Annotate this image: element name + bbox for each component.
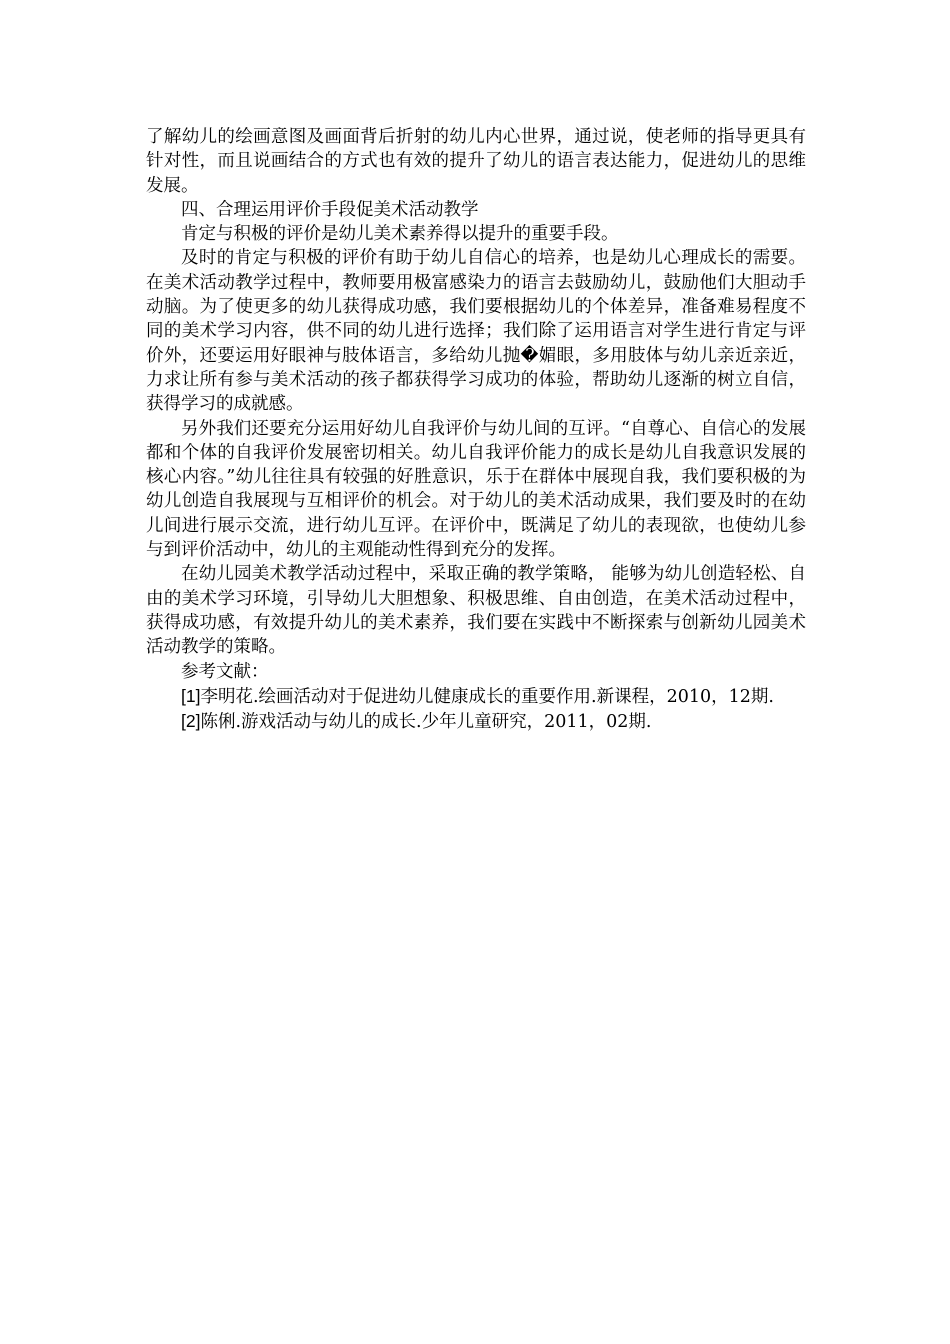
reference-item-1 (146, 684, 806, 709)
paragraph-conclusion: 在幼儿园美术教学活动过程中，采取正确的教学策略， 能够为幼儿创造轻松、自由的美术学习环境，引导幼儿大胆想象、积极思维、自由创造，在美术活动过程中，获得成功感，有效提升幼儿的美术素养，我们要在实践中不断探索与创新幼儿园美术活动教学的策略。 (146, 564, 806, 658)
reference-item-2 (146, 709, 806, 734)
paragraph-body-2: 另外我们还要充分运用好幼儿自我评价与幼儿间的互评。“自尊心、自信心的发展都和个体的自我评价发展密切相关。幼儿自我评价能力的成长是幼儿自我意识发展的核心内容。”幼儿往往具有较强的好胜意识，乐于在群体中展现自我，我们要积极的为幼儿创造自我展现与互相评价的机会。对于幼儿的美术活动成果，我们要及时的在幼儿间进行展示交流，进行幼儿互评。在评价中，既满足了幼儿的表现欲，也使幼儿参与到评价活动中，幼儿的主观能动性得到充分的发挥。 (146, 418, 806, 561)
reference-number: [1] (181, 685, 201, 706)
document-page (146, 125, 806, 734)
references-heading: 参考文献： (181, 661, 269, 682)
paragraph-thesis: 肯定与积极的评价是幼儿美术素养得以提升的重要手段。 (181, 224, 619, 245)
reference-text: 陈俐.游戏活动与幼儿的成长.少年儿童研究，2011，02期. (200, 712, 652, 733)
paragraph-body-1: 及时的肯定与积极的评价有助于幼儿自信心的培养，也是幼儿心理成长的需要。在美术活动教学过程中，教师要用极富感染力的语言去鼓励幼儿，鼓励他们大胆动手动脑。为了使更多的幼儿获得成功感，我们要根据幼儿的个体差异，准备难易程度不同的美术学习内容，供不同的幼儿进行选择；我们除了运用语言对学生进行肯定与评价外，还要运用好眼神与肢体语言，多给幼儿抛�媚眼，多用肢体与幼儿亲近亲近，力求让所有参与美术活动的孩子都获得学习成功的体验，帮助幼儿逐渐的树立自信，获得学习的成就感。 (146, 248, 806, 415)
section-heading: 四、合理运用评价手段促美术活动教学 (181, 199, 479, 220)
reference-text: 李明花.绘画活动对于促进幼儿健康成长的重要作用.新课程，2010，12期. (200, 686, 774, 707)
reference-number: [2] (181, 711, 201, 732)
paragraph-continuation: 了解幼儿的绘画意图及画面背后折射的幼儿内心世界，通过说，使老师的指导更具有针对性，而且说画结合的方式也有效的提升了幼儿的语言表达能力，促进幼儿的思维发展。 (146, 127, 806, 196)
